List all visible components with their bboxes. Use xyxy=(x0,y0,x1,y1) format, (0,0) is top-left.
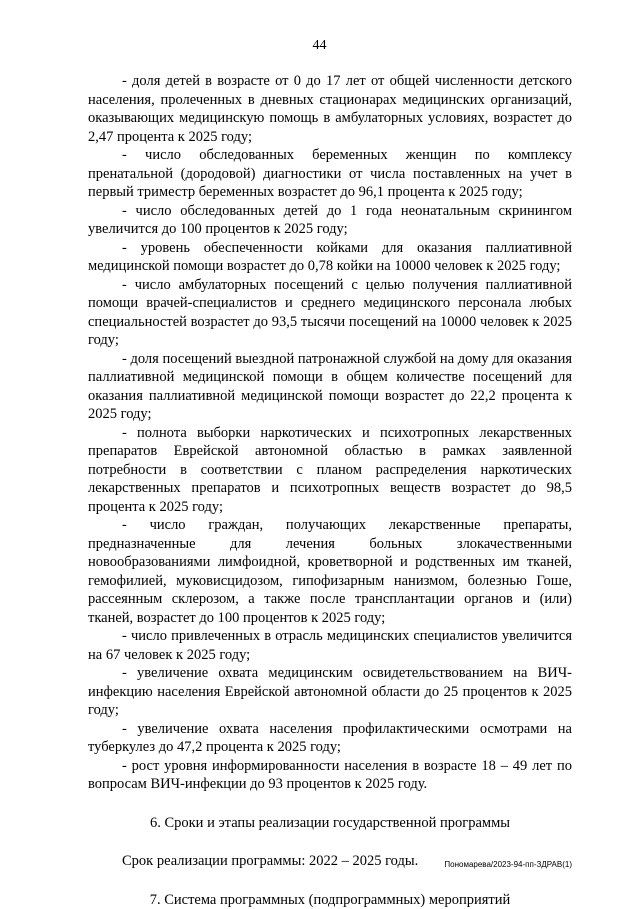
list-item: - уровень обеспеченности койками для оказания паллиативной медицинской помощи возрастет до 0,78 койки на 10000 человек к 2025 году; xyxy=(88,239,572,276)
list-item: - число амбулаторных посещений с целью получения паллиативной помощи врачей-специалистов и среднего медицинского персонала любых специальностей возрастет до 93,5 тысячи посещений на 10000 человек к 2025 году; xyxy=(88,276,572,350)
section-heading-6: 6. Сроки и этапы реализации государственной программы xyxy=(88,814,572,833)
list-item: - доля детей в возрасте от 0 до 17 лет от общей численности детского населения, пролеченных в дневных стационарах медицинских организаций, оказывающих медицинскую помощь в амбулаторных условиях, возрастет до 2,47 процента к 2025 году; xyxy=(88,72,572,146)
list-item: - рост уровня информированности населения в возрасте 18 – 49 лет по вопросам ВИЧ-инфекции до 93 процентов к 2025 году. xyxy=(88,757,572,794)
list-item: - число привлеченных в отрасль медицинских специалистов увеличится на 67 человек к 2025 году; xyxy=(88,627,572,664)
program-term: Срок реализации программы: 2022 – 2025 годы. xyxy=(88,852,572,871)
section-heading-7: 7. Система программных (подпрограммных) мероприятий xyxy=(88,891,572,909)
list-item: - число граждан, получающих лекарственные препараты, предназначенные для лечения больных злокачественными новообразованиями лимфоидной, кроветворной и родственных им тканей, гемофилией, муковисцидозом, гипофизарным нанизмом, болезнью Гоше, рассеянным склерозом, а также после трансплантации органов и (или) тканей, возрастет до 100 процентов к 2025 году; xyxy=(88,516,572,627)
list-item: - число обследованных беременных женщин по комплексу пренатальной (дородовой) диагностики от числа поставленных на учет в первый триместр беременных возрастет до 96,1 процента к 2025 году; xyxy=(88,146,572,202)
page-number: 44 xyxy=(0,38,639,54)
list-item: - полнота выборки наркотических и психотропных лекарственных препаратов Еврейской автономной областью в рамках заявленной потребности в соответствии с планом распределения наркотических лекарственных препаратов и психотропных веществ возрастет до 98,5 процента к 2025 году; xyxy=(88,424,572,517)
footer-reference: Пономарева/2023-94-пп-ЗДРАВ(1) xyxy=(0,860,572,869)
list-item: - увеличение охвата медицинским освидетельствованием на ВИЧ-инфекцию населения Еврейской автономной области до 25 процентов к 2025 году; xyxy=(88,664,572,720)
list-item: - доля посещений выездной патронажной службой на дому для оказания паллиативной медицинской помощи в общем количестве посещений для оказания паллиативной медицинской помощи возрастет до 22,2 процента к 2025 году; xyxy=(88,350,572,424)
list-item: - число обследованных детей до 1 года неонатальным скринингом увеличится до 100 процентов к 2025 году; xyxy=(88,202,572,239)
list-item: - увеличение охвата населения профилактическими осмотрами на туберкулез до 47,2 процента к 2025 году; xyxy=(88,720,572,757)
document-body xyxy=(88,72,572,909)
